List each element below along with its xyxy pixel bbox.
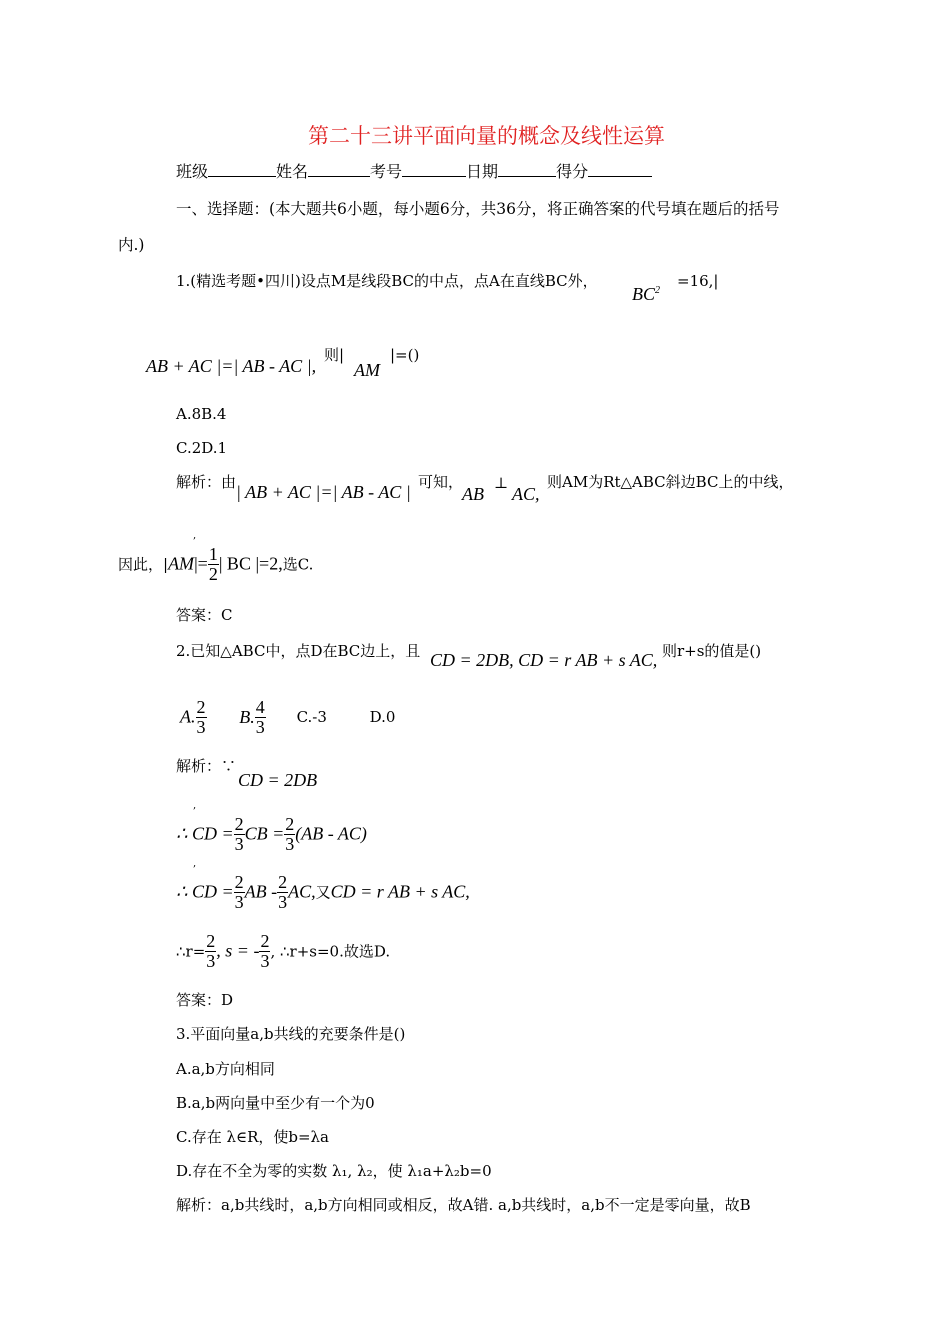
- q2-frac-num: 2: [260, 931, 270, 951]
- q3-optA: A.a,b方向相同: [176, 1060, 275, 1078]
- q2-frac-den: 3: [234, 833, 244, 854]
- q1-stem-text: 1.(精选考题•四川)设点M是线段BC的中点，点A在直线BC外，: [176, 272, 598, 290]
- q1-am2: AM: [168, 553, 195, 574]
- q1-eq-half: |=: [194, 553, 208, 574]
- q2-step4-d: 故选D.: [343, 942, 391, 961]
- q1-am: AM: [354, 360, 380, 380]
- q2-step4-a: ∴r=: [176, 942, 206, 961]
- q2-optB-den: 3: [255, 716, 265, 737]
- q2-frac-den: 3: [278, 891, 288, 912]
- q1-stem: [176, 272, 598, 290]
- name-blank[interactable]: [308, 162, 370, 177]
- page-title: 第二十三讲平面向量的概念及线性运算: [308, 124, 665, 148]
- q2-step3-a: ∴ CD =: [176, 881, 234, 902]
- q1-analysis-mid: 可知，: [418, 473, 464, 491]
- q2-frac-num: 2: [278, 872, 288, 892]
- q2-step2-frac2: [284, 815, 295, 854]
- q1-answer: 答案：C: [176, 606, 233, 624]
- q3-optD: D.存在不全为零的实数 λ₁, λ₂，使 λ₁a+λ₂b=0: [176, 1162, 492, 1180]
- q2-optB-label: B.: [239, 706, 255, 727]
- q2-optA-label: A.: [180, 706, 196, 727]
- section-heading-cont: 内.): [118, 236, 145, 254]
- q1-bc-text: BC: [632, 284, 656, 304]
- q1-dot-mark: ,: [193, 530, 197, 541]
- name-label: 姓名: [276, 162, 309, 181]
- class-blank[interactable]: [208, 162, 276, 177]
- q2-frac-den: 3: [234, 891, 244, 912]
- q2-frac-num: 2: [206, 931, 216, 951]
- q2-step3-frac2: [277, 873, 288, 912]
- q1-analysis-tail: 则AM为Rt△ABC斜边BC上的中线，: [547, 473, 794, 491]
- q2-step1: CD = 2DB: [238, 770, 318, 790]
- q3-optC: C.存在 λ∈R，使b=λa: [176, 1128, 330, 1146]
- q2-tail: 则r+s的值是(): [662, 642, 762, 660]
- q2-step4-b: , s = -: [216, 940, 260, 961]
- q2-analysis-prefix: 解析：∵: [176, 757, 237, 775]
- q1-analysis-prefix: 解析：由: [176, 473, 237, 491]
- class-label: 班级: [176, 162, 209, 181]
- q2-step4-frac2: [259, 932, 270, 971]
- q2-optB-frac: [255, 698, 266, 737]
- q1-half-fraction: [208, 545, 219, 584]
- q1-bc-part-text: | BC |=2,: [218, 553, 283, 574]
- q2-frac-den: 3: [285, 833, 295, 854]
- exam-no-label: 考号: [370, 162, 403, 181]
- q2-step2-c: (AB - AC): [295, 823, 367, 844]
- q1-therefore-prefix: 因此，|: [118, 555, 169, 574]
- header-fields: [176, 162, 652, 181]
- q2-frac-den: 3: [260, 950, 270, 971]
- q1-bc-part: [219, 554, 283, 574]
- q2-step3-b: AB -: [244, 881, 278, 902]
- q2-optA-frac: [196, 698, 207, 737]
- q2-step3: [176, 873, 470, 912]
- q1-ab: AB: [462, 484, 484, 504]
- q2-options: [180, 698, 395, 737]
- q2-frac-num: 2: [234, 872, 244, 892]
- q2-optD: D.0: [369, 708, 396, 727]
- q2-optA-num: 2: [196, 697, 206, 717]
- q1-half-den: 2: [208, 563, 218, 584]
- q1-choose: 选C.: [282, 555, 314, 574]
- q2-frac-num: 2: [234, 814, 244, 834]
- q2-step4-c: , ∴r+s=0.: [270, 942, 344, 961]
- q1-expr: AB + AC |=| AB - AC |,: [146, 356, 317, 376]
- score-blank[interactable]: [588, 162, 652, 177]
- q2-optB-num: 4: [255, 697, 265, 717]
- q2-step3-e: CD = r AB + s AC,: [330, 881, 470, 902]
- q2-dot-mark-1: ,: [193, 800, 197, 811]
- q1-bc-squared: [632, 284, 660, 306]
- q2-frac-num: 2: [285, 814, 295, 834]
- q2-stem: 2.已知△ABC中，点D在BC边上，且: [176, 642, 421, 660]
- q1-options-cd: C.2D.1: [176, 439, 228, 457]
- q1-then: 则|: [324, 346, 345, 364]
- q2-optC: C.-3: [296, 708, 327, 727]
- date-blank[interactable]: [498, 162, 556, 177]
- q2-step3-frac1: [234, 873, 245, 912]
- q1-half-num: 1: [208, 544, 218, 564]
- q3-stem: 3.平面向量a,b共线的充要条件是(): [176, 1025, 406, 1043]
- q1-analysis-expr: | AB + AC |=| AB - AC |: [236, 482, 411, 502]
- q2-frac-den: 3: [206, 950, 216, 971]
- q2-condition: CD = 2DB, CD = r AB + s AC,: [430, 650, 658, 670]
- q2-step3-c: AC,: [288, 881, 316, 902]
- exam-no-blank[interactable]: [402, 162, 466, 177]
- q2-dot-mark-2: ,: [193, 858, 197, 869]
- q2-step4-frac1: [205, 932, 216, 971]
- q3-analysis: 解析：a,b共线时，a,b方向相同或相反，故A错. a,b共线时，a,b不一定是零向量，故B: [176, 1196, 751, 1214]
- q1-eq16: =16,|: [677, 272, 719, 290]
- q1-end: |=(): [390, 346, 420, 364]
- q1-ac: AC,: [512, 484, 540, 504]
- q1-sup: 2: [655, 285, 661, 296]
- q2-step3-d: 又: [315, 883, 331, 902]
- q2-step2: [176, 815, 367, 854]
- q1-therefore: [118, 545, 313, 584]
- q2-step2-frac1: [234, 815, 245, 854]
- q2-optA-den: 3: [196, 716, 206, 737]
- q2-step2-a: ∴ CD =: [176, 823, 234, 844]
- q2-step2-b: CB =: [244, 823, 285, 844]
- date-label: 日期: [466, 162, 499, 181]
- q3-optB: B.a,b两向量中至少有一个为0: [176, 1094, 375, 1112]
- q1-options-ab: A.8B.4: [176, 405, 227, 423]
- section-heading: 一、选择题：(本大题共6小题，每小题6分，共36分，将正确答案的代号填在题后的括号: [176, 200, 780, 218]
- q2-step4: [176, 932, 390, 971]
- q1-perp: ⊥: [494, 474, 509, 492]
- score-label: 得分: [556, 162, 589, 181]
- q2-answer: 答案：D: [176, 991, 234, 1009]
